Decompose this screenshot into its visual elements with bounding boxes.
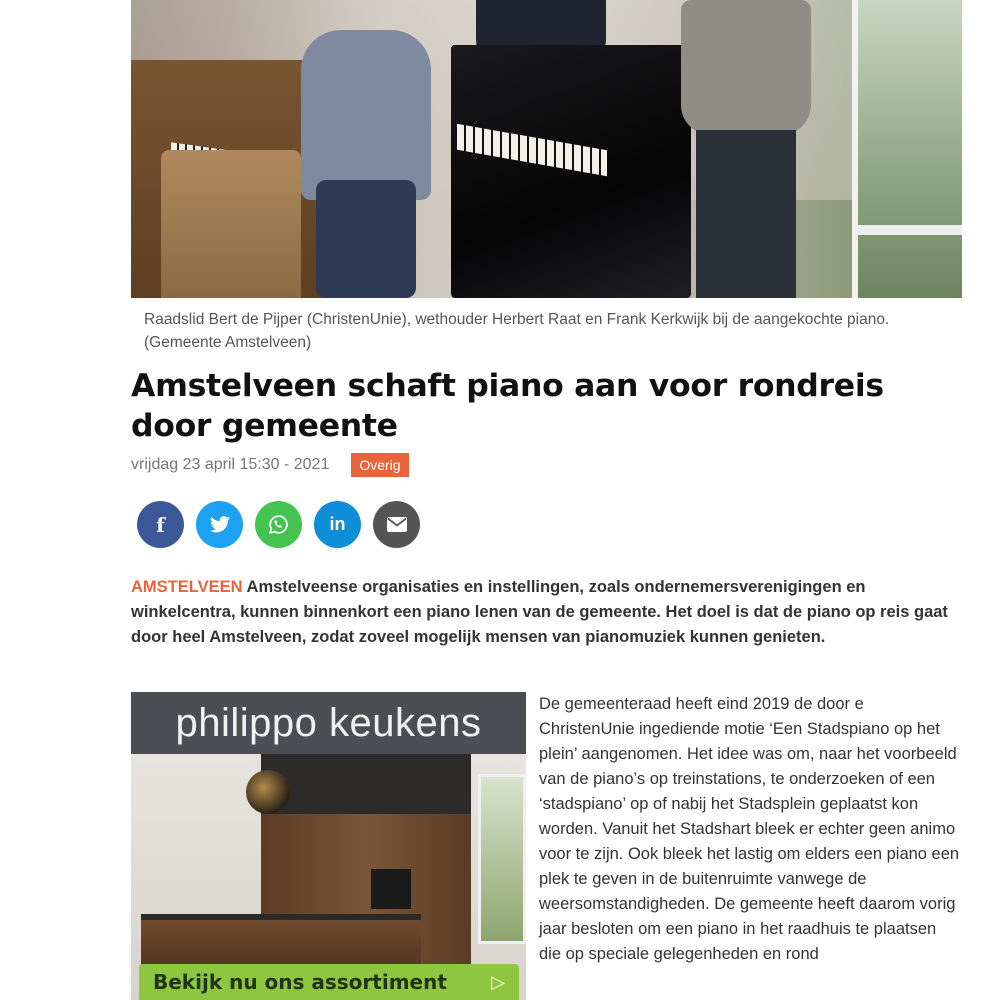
mail-icon [387,517,407,532]
photo-caption: Raadslid Bert de Pijper (ChristenUnie), wethouder Herbert Raat en Frank Kerkwijk bij de aangekochte piano. (Gemeente Amstelveen) [144,311,890,351]
dateline-city: AMSTELVEEN [131,578,243,596]
ad-cta-button[interactable] [139,964,519,1000]
facebook-icon: f [156,512,165,537]
whatsapp-share-button[interactable] [255,501,302,548]
linkedin-icon: in [329,514,346,534]
twitter-share-button[interactable] [196,501,243,548]
whatsapp-icon [268,514,289,535]
linkedin-share-button[interactable] [314,501,361,548]
email-share-button[interactable] [373,501,420,548]
share-bar [137,501,420,548]
article-title: Amstelveen schaft piano aan voor rondreis door gemeente [131,368,884,444]
article-lead [131,575,961,650]
article-meta [131,453,409,477]
ad-cta-label: Bekijk nu ons assortiment [153,970,447,994]
article-date: vrijdag 23 april 15:30 - 2021 [131,456,330,473]
twitter-icon [210,516,230,533]
article-body: De gemeenteraad heeft eind 2019 de door e ChristenUnie ingediende motie ‘Een Stadspiano op het plein’ aangenomen. Het idee was om, naar het voorbeeld van de piano’s op treinstations, te onderzoeken of een ‘stadspiano’ op of nabij het Stadsplein geplaatst kon worden. Vanuit het Stadshart bleek er echter geen animo voor te zijn. Ook bleek het lastig om elders een piano een plek te geven in de buitenruimte vanwege de weersomstandigheden. De gemeente heeft daarom vorig jaar besloten om een piano in het raadhuis te plaatsen die op speciale gelegenheden en rond [539,695,960,963]
advertisement-banner[interactable] [131,692,526,1000]
category-badge[interactable]: Overig [351,453,408,477]
article-photo [131,0,962,298]
ad-brand-name: philippo keukens [175,701,482,745]
play-arrow-icon: ▷ [491,971,505,992]
facebook-share-button[interactable] [137,501,184,548]
lead-text: Amstelveense organisaties en instellingen, zoals ondernemersverenigingen en winkelcentra, kunnen binnenkort een piano lenen van de gemeente. Het doel is dat de piano op reis gaat door heel Amstelveen, zodat zoveel mogelijk mensen van pianomuziek kunnen genieten. [131,578,948,646]
